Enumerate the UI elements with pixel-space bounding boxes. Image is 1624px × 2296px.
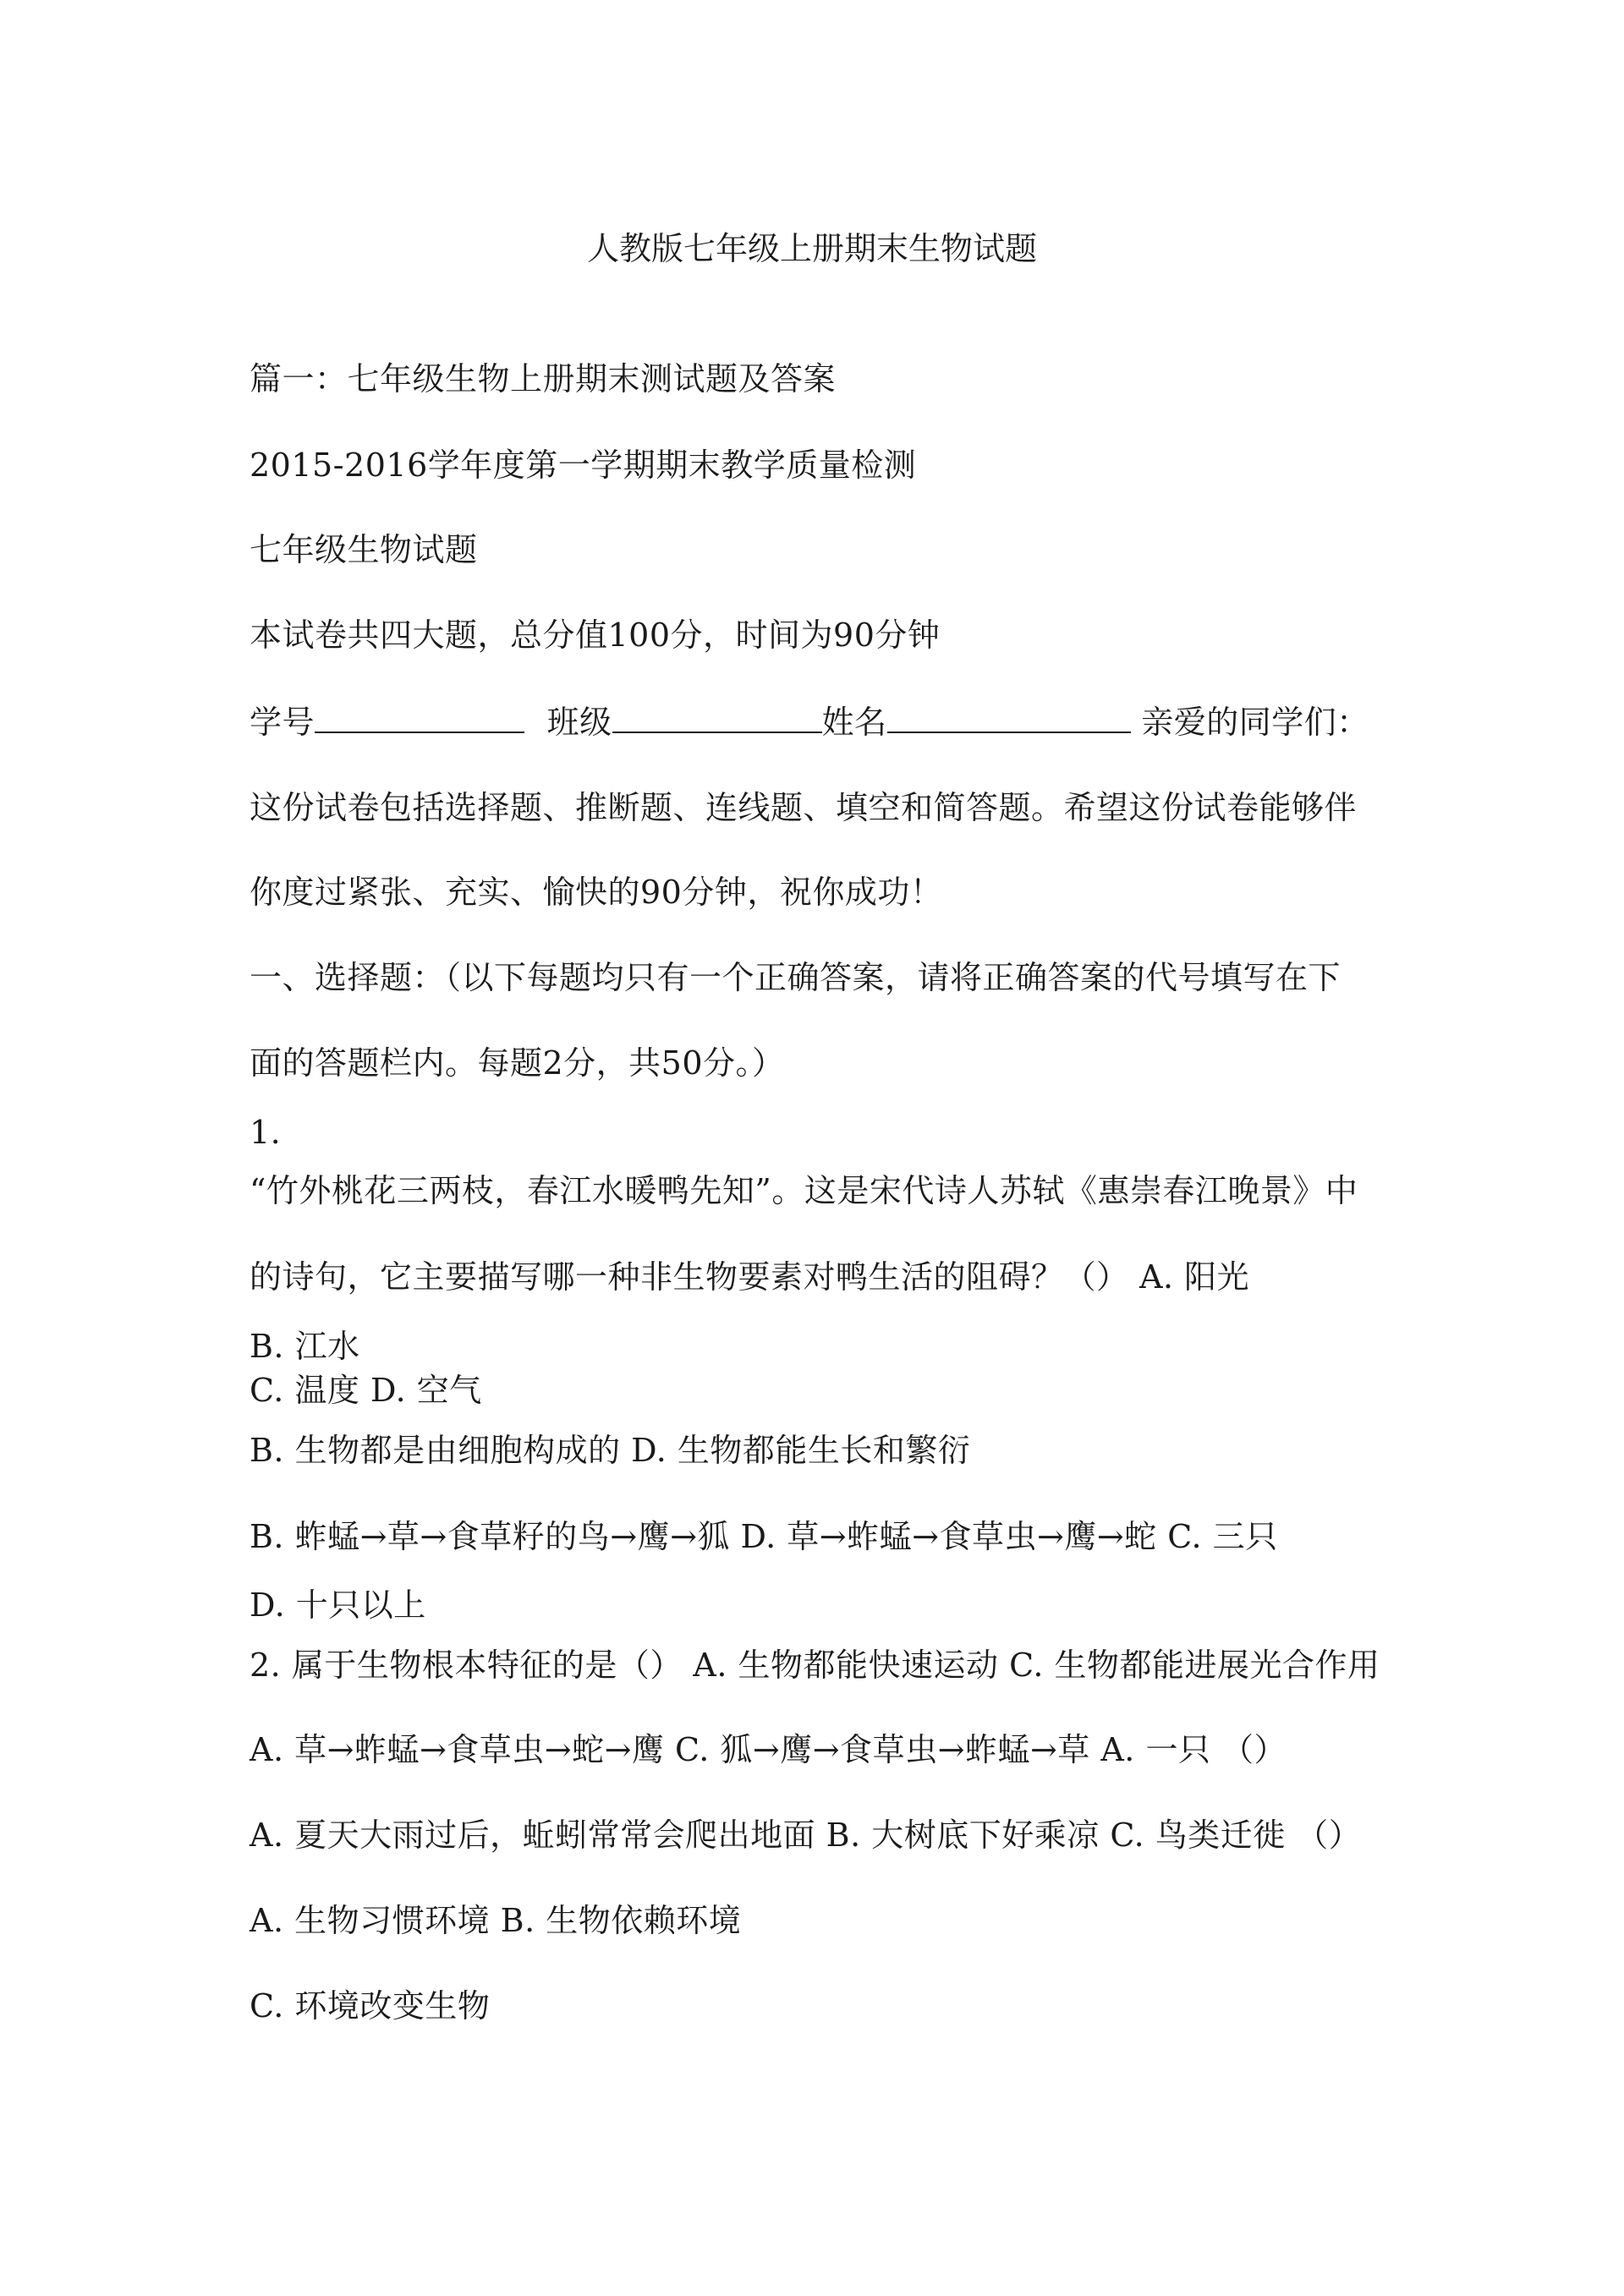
student-fields-row xyxy=(250,701,1369,743)
class-label: 班级 xyxy=(546,704,612,741)
option-line-ten: D. 十只以上 xyxy=(250,1586,426,1624)
greeting: 亲爱的同学们： xyxy=(1141,704,1369,741)
exam-period: 2015-2016学年度第一学期期末教学质量检测 xyxy=(250,447,917,484)
option-line-rain: A. 夏天大雨过后，蚯蚓常常会爬出地面 B. 大树底下好乘凉 C. 鸟类迁徙 （） xyxy=(250,1817,1362,1854)
option-line-temperature: C. 温度 D. 空气 xyxy=(250,1372,482,1409)
question-1-number: 1. xyxy=(250,1114,282,1151)
option-line-habit: A. 生物习惯环境 B. 生物依赖环境 xyxy=(250,1902,742,1939)
option-line-food-chain-b: B. 蚱蜢→草→食草籽的鸟→鹰→狐 D. 草→蚱蜢→食草虫→鹰→蛇 C. 三只 xyxy=(250,1518,1278,1555)
intro-line-1: 这份试卷包括选择题、推断题、连线题、填空和简答题。希望这份试卷能够伴 xyxy=(250,789,1358,826)
option-line-food-chain-a: A. 草→蚱蜢→食草虫→蛇→鹰 C. 狐→鹰→食草虫→蚱蜢→草 A. 一只 （） xyxy=(250,1731,1287,1768)
name-label: 姓名 xyxy=(821,704,887,741)
intro-line-2: 你度过紧张、充实、愉快的90分钟，祝你成功！ xyxy=(250,874,943,911)
question-2-line: 2. 属于生物根本特征的是（） A. 生物都能快速运动 C. 生物都能进展光合作用 xyxy=(250,1647,1380,1684)
name-blank[interactable] xyxy=(887,701,1131,733)
exam-name: 七年级生物试题 xyxy=(250,531,478,568)
student-id-label: 学号 xyxy=(250,704,315,741)
part1-instructions-line-1: 一、选择题：（以下每题均只有一个正确答案，请将正确答案的代号填写在下 xyxy=(250,959,1341,996)
question-1-line-1: “竹外桃花三两枝，春江水暖鸭先知”。这是宋代诗人苏轼《惠崇春江晚景》中 xyxy=(250,1172,1358,1209)
option-line-cells: B. 生物都是由细胞构成的 D. 生物都能生长和繁衍 xyxy=(250,1432,971,1469)
question-1-line-2: 的诗句，它主要描写哪一种非生物要素对鸭生活的阻碍？（） A. 阳光 xyxy=(250,1258,1250,1296)
student-id-blank[interactable] xyxy=(315,701,524,733)
option-line-river: B. 江水 xyxy=(250,1328,360,1365)
exam-info: 本试卷共四大题，总分值100分，时间为90分钟 xyxy=(250,616,941,654)
document-title: 人教版七年级上册期末生物试题 xyxy=(586,230,1037,267)
class-blank[interactable] xyxy=(612,701,822,733)
section-heading: 篇一：七年级生物上册期末测试题及答案 xyxy=(250,360,837,397)
part1-instructions-line-2: 面的答题栏内。每题2分，共50分。） xyxy=(250,1044,785,1082)
option-line-environment: C. 环境改变生物 xyxy=(250,1987,491,2025)
